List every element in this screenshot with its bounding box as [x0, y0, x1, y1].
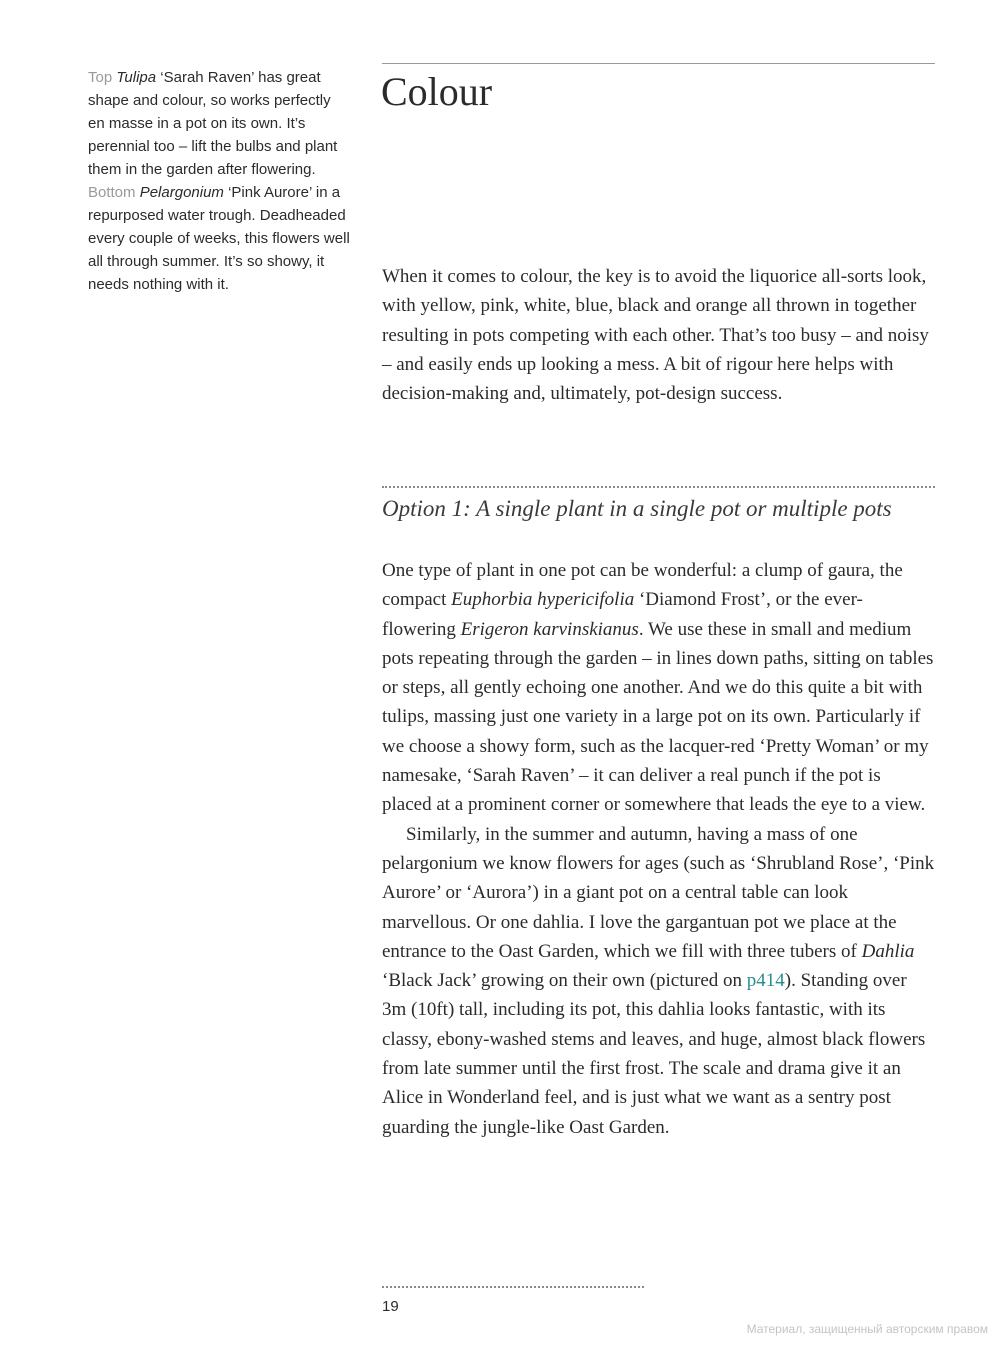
intro-text: When it comes to colour, the key is to avoid the liquorice all-sorts look, with yellow, pink, white, blue, black and orange all thrown in together resulting in pots competing with each other. That’s too busy – and noisy – and easily ends up looking a mess. A bit of rigour here helps with decision-making and, ultimately, pot-design success.: [382, 266, 929, 405]
photo-caption: [88, 66, 350, 296]
heading-rule: [382, 63, 935, 64]
intro-paragraph: [382, 262, 935, 408]
caption-top-label: Top: [88, 69, 113, 86]
caption-bottom-text: ‘Pink Aurore’ in a repurposed water trough. Deadheaded every couple of weeks, this flowers well all through summer. It’s so showy, it needs nothing with it.: [88, 184, 350, 293]
main-body: [382, 556, 935, 1142]
p1-text-1: One type of plant in one pot can be wonderful: a clump of gaura, the compact: [382, 560, 903, 611]
p2-text-3: ). Standing over 3m (10ft) tall, including its pot, this dahlia looks fantastic, with its classy, ebony-washed stems and leaves, and huge, almost black flowers from late summer until the first frost. The scale and drama give it an Alice in Wonderland feel, and is just what we want as a sentry post guarding the jungle-like Oast Garden.: [382, 970, 926, 1138]
p2-text-2: ‘Black Jack’ growing on their own (pictured on: [382, 970, 747, 992]
p1-text-2: ‘Diamond Frost’, or the ever-flowering: [382, 589, 863, 640]
section-divider: [382, 486, 935, 488]
p2-italic-1: Dahlia: [861, 940, 915, 962]
p1-italic-2: Erigeron karvinskianus: [460, 618, 639, 640]
p1-text-3: . We use these in small and medium pots repeating through the garden – in lines down paths, sitting on tables or steps, all gently echoing one another. And we do this quite a bit with tulips, massing just one variety in a large pot on its own. Particularly if we choose a showy form, such as the lacquer-red ‘Pretty Woman’ or my namesake, ‘Sarah Raven’ – it can deliver a real punch if the pot is placed at a prominent corner or somewhere that leads the eye to a view.: [382, 618, 934, 816]
page-number: 19: [382, 1298, 399, 1315]
p1-italic-1: Euphorbia hypericifolia: [451, 589, 635, 611]
page-reference-link[interactable]: p414: [746, 970, 785, 992]
body-paragraph-2: [382, 820, 935, 1142]
caption-top: [88, 66, 350, 181]
section-subheading: Option 1: A single plant in a single pot or multiple pots: [382, 496, 892, 521]
footer-divider: [382, 1286, 644, 1288]
p2-text-1: Similarly, in the summer and autumn, having a mass of one pelargonium we know flowers for ages (such as ‘Shrubland Rose’, ‘Pink Aurore’ or ‘Aurora’) in a giant pot on a central table can look marvellous. Or one dahlia. I love the gargantuan pot we place at the entrance to the Oast Garden, which we fill with three tubers of: [382, 823, 935, 962]
copyright-watermark: Материал, защищенный авторским правом: [746, 1322, 988, 1336]
caption-bottom-label: Bottom: [88, 184, 136, 201]
caption-bottom-genus: Pelargonium: [139, 184, 224, 201]
caption-top-genus: Tulipa: [116, 69, 157, 86]
caption-bottom: [88, 181, 350, 296]
page-title: Colour: [381, 69, 493, 114]
body-paragraph-1: [382, 556, 935, 820]
caption-top-text: ‘Sarah Raven’ has great shape and colour, so works perfectly en masse in a pot on its own. It’s perennial too – lift the bulbs and plant them in the garden after flowering.: [88, 69, 338, 178]
